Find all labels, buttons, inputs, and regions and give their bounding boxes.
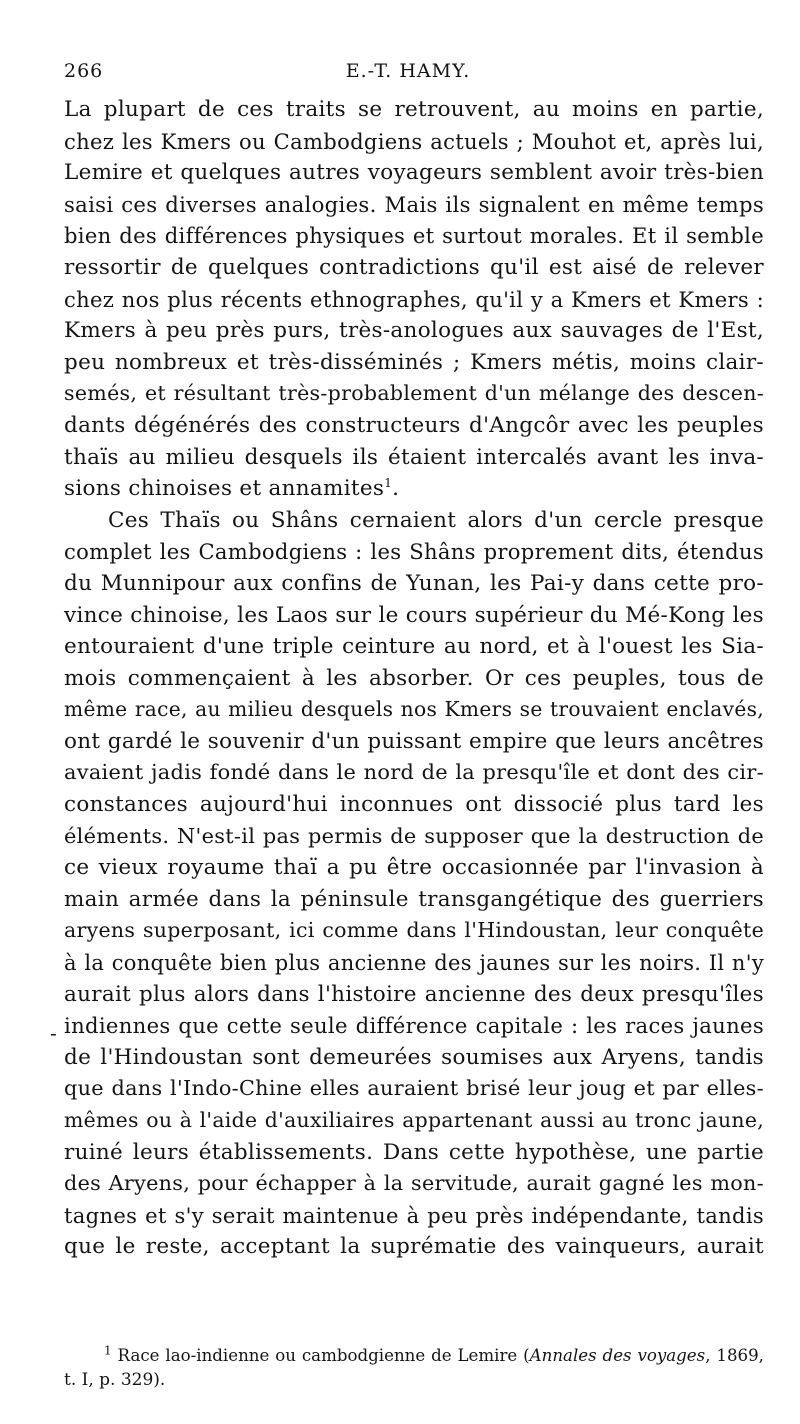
footnote-text: Race lao-indienne ou cambodgienne de Lemire ( (117, 1346, 530, 1365)
footnote-reference: 1 (384, 475, 393, 490)
text-line: vince chinoise, les Laos sur le cours supérieur du Mé-Kong les (64, 602, 764, 628)
text-line: mois commençaient à les absorber. Or ces peuples, tous de (64, 665, 764, 691)
text-line: mêmes ou à l'aide d'auxiliaires appartenant aussi au tronc jaune, (64, 1108, 764, 1132)
text-line: Ces Thaïs ou Shâns cernaient alors d'un cercle presque (108, 507, 764, 533)
text-line: des Aryens, pour échapper à la servitude, aurait gagné les mon- (64, 1171, 764, 1196)
text-line: ruiné leurs établissements. Dans cette hypothèse, une partie (64, 1139, 764, 1165)
text-line: thaïs au milieu desquels ils étaient intercalés avant les inva- (64, 444, 764, 470)
page-header (64, 60, 752, 90)
text-line: indiennes que cette seule différence capitale : les races jaunes (64, 1013, 764, 1039)
body-text (64, 94, 764, 1263)
text-line: que dans l'Indo-Chine elles auraient brisé leur joug et par elles- (64, 1076, 764, 1101)
text-line: de l'Hindoustan sont demeurées soumises aux Aryens, tandis (64, 1044, 764, 1070)
text-line: éléments. N'est-il pas permis de supposer que la destruction de (64, 823, 764, 848)
text-line: Kmers à peu près purs, très-anologues aux sauvages de l'Est, (64, 318, 764, 344)
text-line: chez les Kmers ou Cambodgiens actuels ; Mouhot et, après lui, (64, 128, 764, 154)
text-line: entouraient d'une triple ceinture au nord, et à l'ouest les Sia- (64, 634, 764, 660)
text-line: ce vieux royaume thaï a pu être occasionnée par l'invasion à (64, 855, 764, 881)
text-line: chez nos plus récents ethnographes, qu'il y a Kmers et Kmers : (64, 286, 764, 312)
margin-mark: - (50, 1021, 57, 1045)
text-span: sions chinoises et annamites (64, 476, 385, 502)
text-line: semés, et résultant très-probablement d'un mélange des descen- (64, 381, 764, 406)
text-line: Lemire et quelques autres voyageurs semblent avoir très-bien (64, 160, 764, 186)
footnote-line: t. I, p. 329). (64, 1370, 166, 1390)
text-line: aryens superposant, ici comme dans l'Hindoustan, leur conquête (64, 918, 764, 943)
text-line: du Munnipour aux confins de Yunan, les Pai-y dans cette pro- (64, 570, 764, 596)
text-line: La plupart de ces traits se retrouvent, au moins en partie, (64, 97, 764, 122)
footnote-line (64, 1344, 764, 1368)
text-line: dants dégénérés des constructeurs d'Angcôr avec les peuples (64, 412, 764, 438)
footnote-title: Annales des voyages (529, 1346, 706, 1365)
text-line: ressortir de quelques contradictions qu'il est aisé de relever (64, 254, 764, 280)
text-line: bien des différences physiques et surtout morales. Et il semble (64, 223, 764, 249)
text-line: complet les Cambodgiens : les Shâns proprement dits, étendus (64, 539, 764, 565)
running-head: E.-T. HAMY. (345, 60, 471, 82)
page-number: 266 (64, 60, 104, 82)
text-line: tagnes et s'y serait maintenue à peu près indépendante, tandis (64, 1202, 764, 1228)
text-line: peu nombreux et très-disséminés ; Kmers métis, moins clair- (64, 349, 764, 375)
footnote-text-end: , 1869, (705, 1346, 764, 1365)
text-line: saisi ces diverses analogies. Mais ils signalent en même temps (64, 191, 764, 217)
text-line: aurait plus alors dans l'histoire ancienne des deux presqu'îles (64, 981, 764, 1007)
text-line: à la conquête bien plus ancienne des jaunes sur les noirs. Il n'y (64, 950, 764, 976)
text-line: que le reste, acceptant la suprématie des vainqueurs, aurait (64, 1234, 764, 1260)
text-line: main armée dans la péninsule transgangétique des guerriers (64, 886, 764, 912)
footnote (64, 1344, 764, 1392)
text-line: sions chinoises et annamites$^1$. (64, 475, 400, 502)
text-line: constances aujourd'hui inconnues ont dissocié plus tard les (64, 792, 764, 818)
text-line: même race, au milieu desquels nos Kmers se trouvaient enclavés, (64, 697, 764, 722)
text-line: ont gardé le souvenir d'un puissant empire que leurs ancêtres (64, 728, 764, 754)
text-line: avaient jadis fondé dans le nord de la presqu'île et dont des cir- (64, 760, 764, 785)
footnote-marker: 1 (104, 1343, 112, 1358)
